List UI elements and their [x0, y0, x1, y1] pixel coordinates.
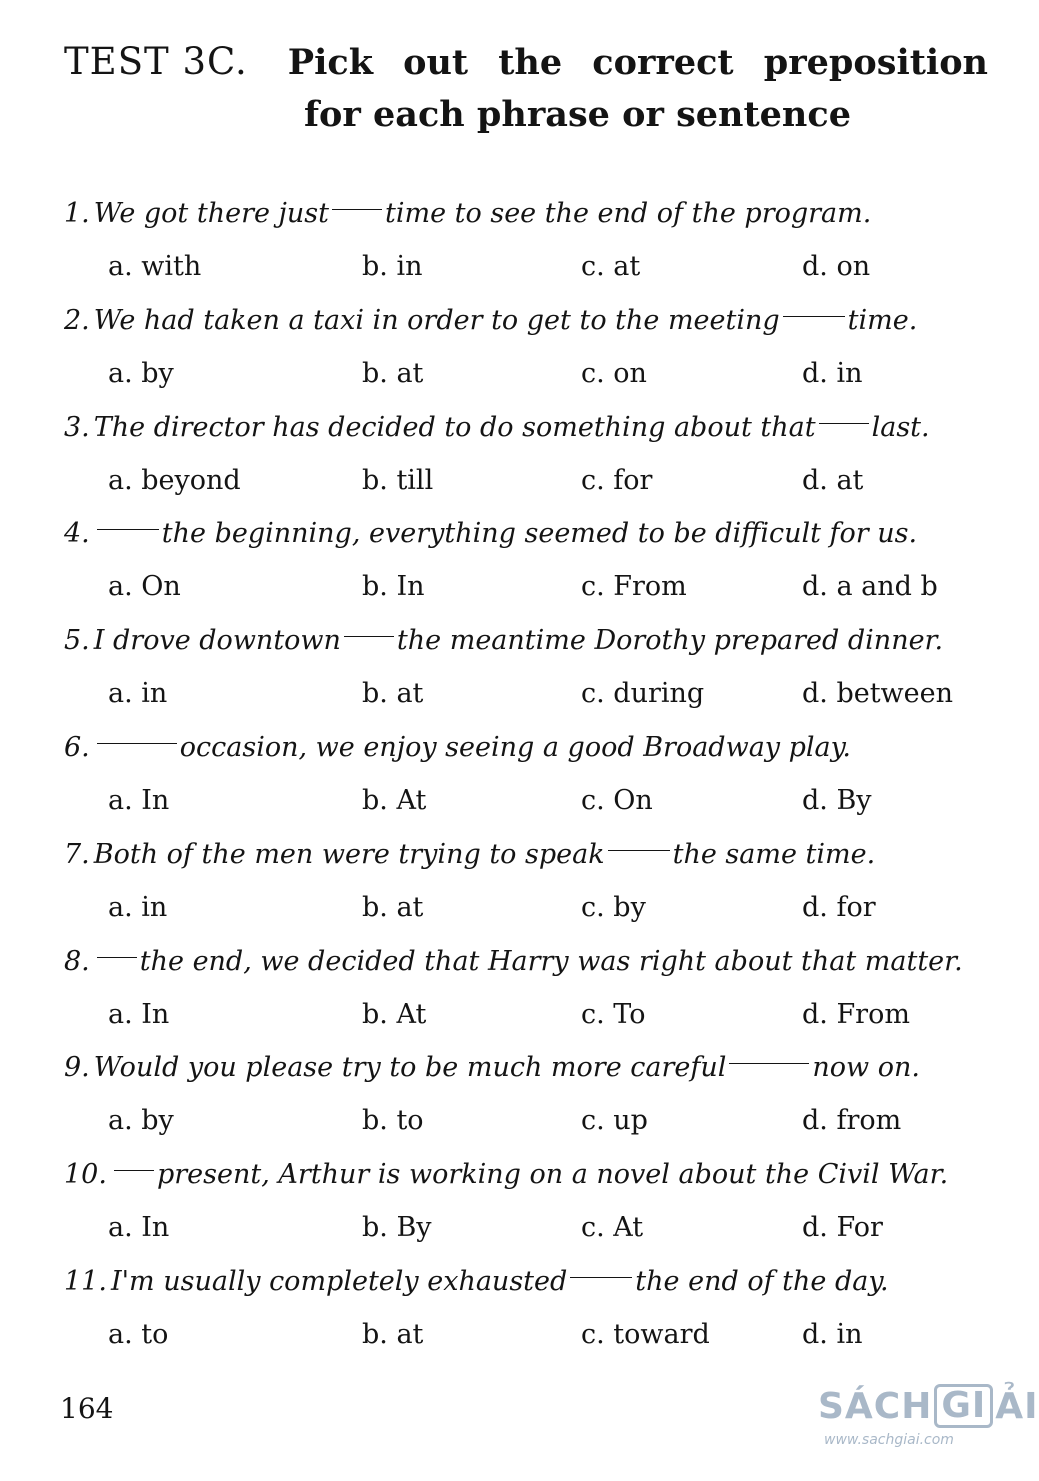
answer-blank — [819, 401, 869, 424]
question-number: 4. — [64, 518, 90, 550]
option-b: b. at — [362, 1318, 424, 1350]
answer-options — [64, 560, 994, 613]
question-number: 3. — [64, 411, 90, 443]
option-d: d. from — [802, 1105, 902, 1137]
answer-options — [64, 454, 994, 507]
question-text-before: Both of the men were trying to speak — [93, 838, 605, 870]
question-text-after: time to see the end of the program. — [385, 198, 872, 229]
question-stem — [64, 187, 994, 240]
option-d: d. a and b — [802, 571, 938, 603]
option-c: c. at — [581, 251, 641, 282]
option-c: c. during — [581, 678, 705, 710]
question-item — [64, 1041, 994, 1148]
option-d: d. For — [802, 1212, 883, 1244]
option-a: a. by — [108, 1105, 174, 1137]
question-text-after: occasion, we enjoy seeing a good Broadway play. — [179, 731, 851, 763]
question-text-after: last. — [871, 411, 930, 443]
question-number: 8. — [64, 945, 90, 977]
option-d: d. From — [802, 998, 910, 1030]
answer-blank — [570, 1255, 632, 1278]
question-text-after: the end of the day. — [635, 1265, 889, 1297]
option-b: b. at — [362, 891, 424, 923]
question-text-after: the meantime Dorothy prepared dinner. — [396, 625, 944, 657]
option-d: d. between — [802, 678, 954, 710]
option-c: c. on — [581, 357, 647, 389]
option-d: d. on — [802, 251, 871, 282]
option-b: b. at — [362, 678, 424, 710]
page-header — [64, 40, 988, 135]
question-item — [64, 401, 994, 508]
option-b: b. In — [362, 571, 425, 603]
option-d: d. in — [802, 1318, 863, 1350]
option-c: c. by — [581, 891, 646, 923]
question-item — [64, 614, 994, 721]
question-item — [64, 828, 994, 935]
option-c: c. On — [581, 784, 653, 816]
question-stem — [64, 294, 994, 347]
question-item — [64, 1255, 994, 1362]
watermark-logo — [818, 1384, 1039, 1474]
question-stem — [64, 1255, 994, 1308]
option-b: b. By — [362, 1212, 432, 1244]
option-c: c. for — [581, 464, 653, 496]
answer-options — [64, 240, 994, 293]
question-text-after: the beginning, everything seemed to be difficult for us. — [161, 518, 918, 550]
question-stem — [64, 614, 994, 667]
question-number: 7. — [64, 838, 90, 870]
option-b: b. at — [362, 357, 424, 389]
option-b: b. till — [362, 464, 434, 496]
watermark-text-right: ẢI — [995, 1385, 1039, 1427]
answer-options — [64, 774, 994, 827]
question-stem — [64, 401, 994, 454]
question-stem — [64, 1148, 994, 1201]
question-stem — [64, 935, 994, 988]
option-a: a. On — [108, 571, 181, 603]
answer-blank — [97, 721, 177, 744]
title-line-2: for each phrase or sentence — [304, 94, 851, 135]
option-c: c. At — [581, 1212, 644, 1244]
question-item — [64, 294, 994, 401]
answer-options — [64, 881, 994, 934]
answer-options — [64, 1094, 994, 1147]
question-stem — [64, 1041, 994, 1094]
question-text-before: The director has decided to do something about that — [93, 411, 816, 443]
option-c: c. To — [581, 998, 646, 1030]
answer-options — [64, 667, 994, 720]
option-b: b. in — [362, 251, 423, 282]
question-text-before: We got there just — [93, 198, 330, 229]
option-a: a. in — [108, 678, 168, 710]
title-line-1: Pick out the correct preposition — [287, 42, 988, 83]
question-list — [64, 187, 994, 1362]
option-a: a. by — [108, 357, 174, 389]
answer-blank — [344, 614, 394, 637]
question-text-before: I drove downtown — [93, 625, 341, 657]
option-c: c. toward — [581, 1318, 710, 1350]
option-d: d. By — [802, 784, 872, 816]
answer-blank — [332, 187, 382, 210]
question-item — [64, 935, 994, 1042]
question-text-after: time. — [847, 304, 918, 336]
option-c: c. From — [581, 571, 687, 603]
question-number: 11. — [64, 1265, 107, 1297]
question-number: 6. — [64, 731, 90, 763]
question-item — [64, 721, 994, 828]
option-a: a. In — [108, 998, 170, 1030]
answer-blank — [114, 1148, 154, 1171]
question-number: 1. — [64, 198, 90, 229]
option-d: d. at — [802, 464, 864, 496]
option-a: a. in — [108, 891, 168, 923]
question-stem — [64, 828, 994, 881]
question-number: 10. — [64, 1159, 107, 1191]
answer-options — [64, 988, 994, 1041]
page-number: 164 — [60, 1392, 114, 1425]
answer-options — [64, 1308, 994, 1361]
question-number: 9. — [64, 1052, 90, 1084]
option-b: b. to — [362, 1105, 424, 1137]
answer-blank — [729, 1041, 809, 1064]
option-a: a. In — [108, 1212, 170, 1244]
question-text-before: I'm usually completely exhausted — [110, 1265, 568, 1297]
option-b: b. At — [362, 784, 427, 816]
question-stem — [64, 507, 994, 560]
question-number: 5. — [64, 625, 90, 657]
answer-options — [64, 347, 994, 400]
question-stem — [64, 721, 994, 774]
option-c: c. up — [581, 1105, 648, 1137]
answer-options — [64, 1201, 994, 1254]
question-text-before: Would you please try to be much more careful — [93, 1052, 727, 1084]
option-a: a. to — [108, 1318, 169, 1350]
watermark-text-left: SÁCH — [818, 1385, 933, 1427]
watermark-url: www.sachgiai.com — [824, 1432, 954, 1448]
answer-blank — [97, 507, 159, 530]
question-item — [64, 1148, 994, 1255]
question-number: 2. — [64, 304, 90, 336]
option-a: a. In — [108, 784, 170, 816]
option-d: d. for — [802, 891, 876, 923]
test-label: TEST 3C. — [64, 40, 248, 83]
question-text-after: present, Arthur is working on a novel about the Civil War. — [156, 1159, 949, 1191]
option-a: a. beyond — [108, 464, 241, 496]
watermark-box: GI — [934, 1384, 993, 1428]
question-text-after: the end, we decided that Harry was right about that matter. — [139, 945, 963, 977]
question-text-before: We had taken a taxi in order to get to the meeting — [93, 304, 780, 336]
answer-blank — [783, 294, 845, 317]
answer-blank — [608, 828, 670, 851]
option-b: b. At — [362, 998, 427, 1030]
question-item — [64, 507, 994, 614]
option-a: a. with — [108, 251, 202, 282]
question-text-after: the same time. — [672, 838, 876, 870]
option-d: d. in — [802, 357, 863, 389]
answer-blank — [97, 935, 137, 958]
question-item — [64, 187, 994, 294]
question-text-after: now on. — [812, 1052, 920, 1084]
